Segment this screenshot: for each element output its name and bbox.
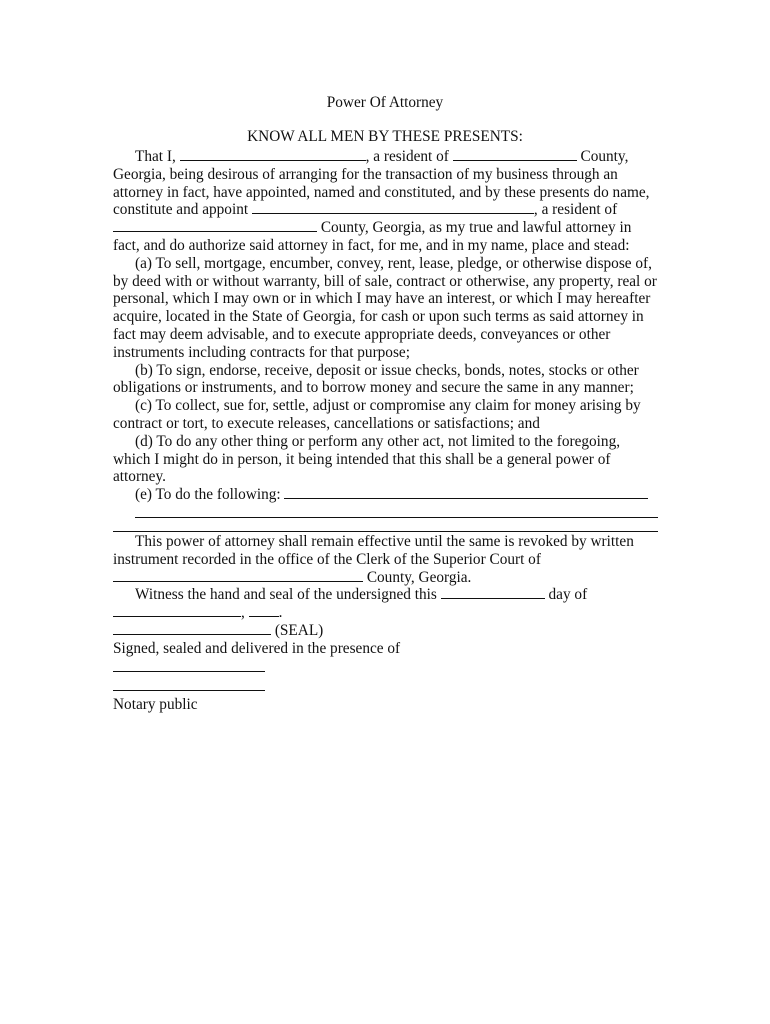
grantor-county-blank[interactable] <box>453 148 577 161</box>
witness-month-blank[interactable] <box>113 604 241 617</box>
text-resident-of-2: , a resident of <box>533 201 618 219</box>
seal-line <box>113 622 658 640</box>
notary-public-label: Notary public <box>113 695 198 713</box>
item-b: (b) To sign, endorse, receive, deposit or issue checks, bonds, notes, stocks or other obligations or instruments, and to borrow money and secure the same in any manner; <box>113 361 639 397</box>
grantor-name-blank[interactable] <box>180 148 366 161</box>
item-e-blank-3[interactable] <box>113 518 658 532</box>
text-witness: Witness the hand and seal of the undersigned this <box>135 586 441 604</box>
item-d: (d) To do any other thing or perform any other act, not limited to the foregoing, which I might do in person, it being intended that this shall be a general power of attorney. <box>113 432 621 486</box>
text-resident-of: , a resident of <box>365 148 453 165</box>
clerk-county-blank[interactable] <box>113 569 363 582</box>
text-appoint: County, Georgia, being desirous of arranging for the transaction of my business through an attorney in fact, have appointed, named and constituted, and by these presents do name, constitute and appoint <box>113 148 650 219</box>
text-date-end: . <box>278 604 283 622</box>
text-attorney-in-fact: County, Georgia, as my true and lawful attorney in fact, and do authorize said attorney in fact, for me, and in my name, place and stead: <box>113 219 632 254</box>
effective-paragraph: This power of attorney shall remain effective until the same is revoked by written instrument recorded in the office of the Clerk of the Superior Court of <box>113 532 634 568</box>
witness-signature-line-1[interactable] <box>113 658 265 672</box>
text-seal: (SEAL) <box>271 621 324 639</box>
witness-day-blank[interactable] <box>441 586 545 599</box>
text-that-i: That I, <box>135 148 180 165</box>
appointment-paragraph <box>113 148 658 255</box>
date-line <box>113 604 658 622</box>
text-county-georgia: County, Georgia. <box>363 568 472 586</box>
attorney-county-blank[interactable] <box>113 219 317 232</box>
item-e <box>113 486 658 504</box>
signed-sealed-line: Signed, sealed and delivered in the presence of <box>113 639 401 657</box>
witness-line <box>113 586 658 604</box>
item-a: (a) To sell, mortgage, encumber, convey, rent, lease, pledge, or otherwise dispose of, by deed with or without warranty, bill of sale, contract or otherwise, any property, real or personal, which I may own or in which I may have an interest, or which I may hereafter acquire, located in the State of Georgia, for cash or upon such terms as said attorney in fact may deem advisable, and to execute appropriate deeds, conveyances or other instruments including contracts for that purpose; <box>113 254 657 361</box>
signature-blank[interactable] <box>113 622 271 635</box>
item-e-blank-2[interactable] <box>135 504 658 518</box>
item-c: (c) To collect, sue for, settle, adjust or compromise any claim for money arising by contract or tort, to execute releases, cancellations or satisfactions; and <box>113 397 641 432</box>
clerk-county-line <box>113 569 658 587</box>
witness-year-blank[interactable] <box>249 604 279 617</box>
document-title: Power Of Attorney <box>326 94 444 111</box>
text-date-separator: , <box>241 604 249 622</box>
item-e-blank-1[interactable] <box>284 486 648 499</box>
witness-signature-line-2[interactable] <box>113 677 265 691</box>
document-heading: KNOW ALL MEN BY THESE PRESENTS: <box>247 128 523 145</box>
document-body <box>113 148 658 713</box>
text-day-of: day of <box>544 586 588 604</box>
item-e-label: (e) To do the following: <box>135 486 285 504</box>
attorney-name-blank[interactable] <box>252 201 534 214</box>
